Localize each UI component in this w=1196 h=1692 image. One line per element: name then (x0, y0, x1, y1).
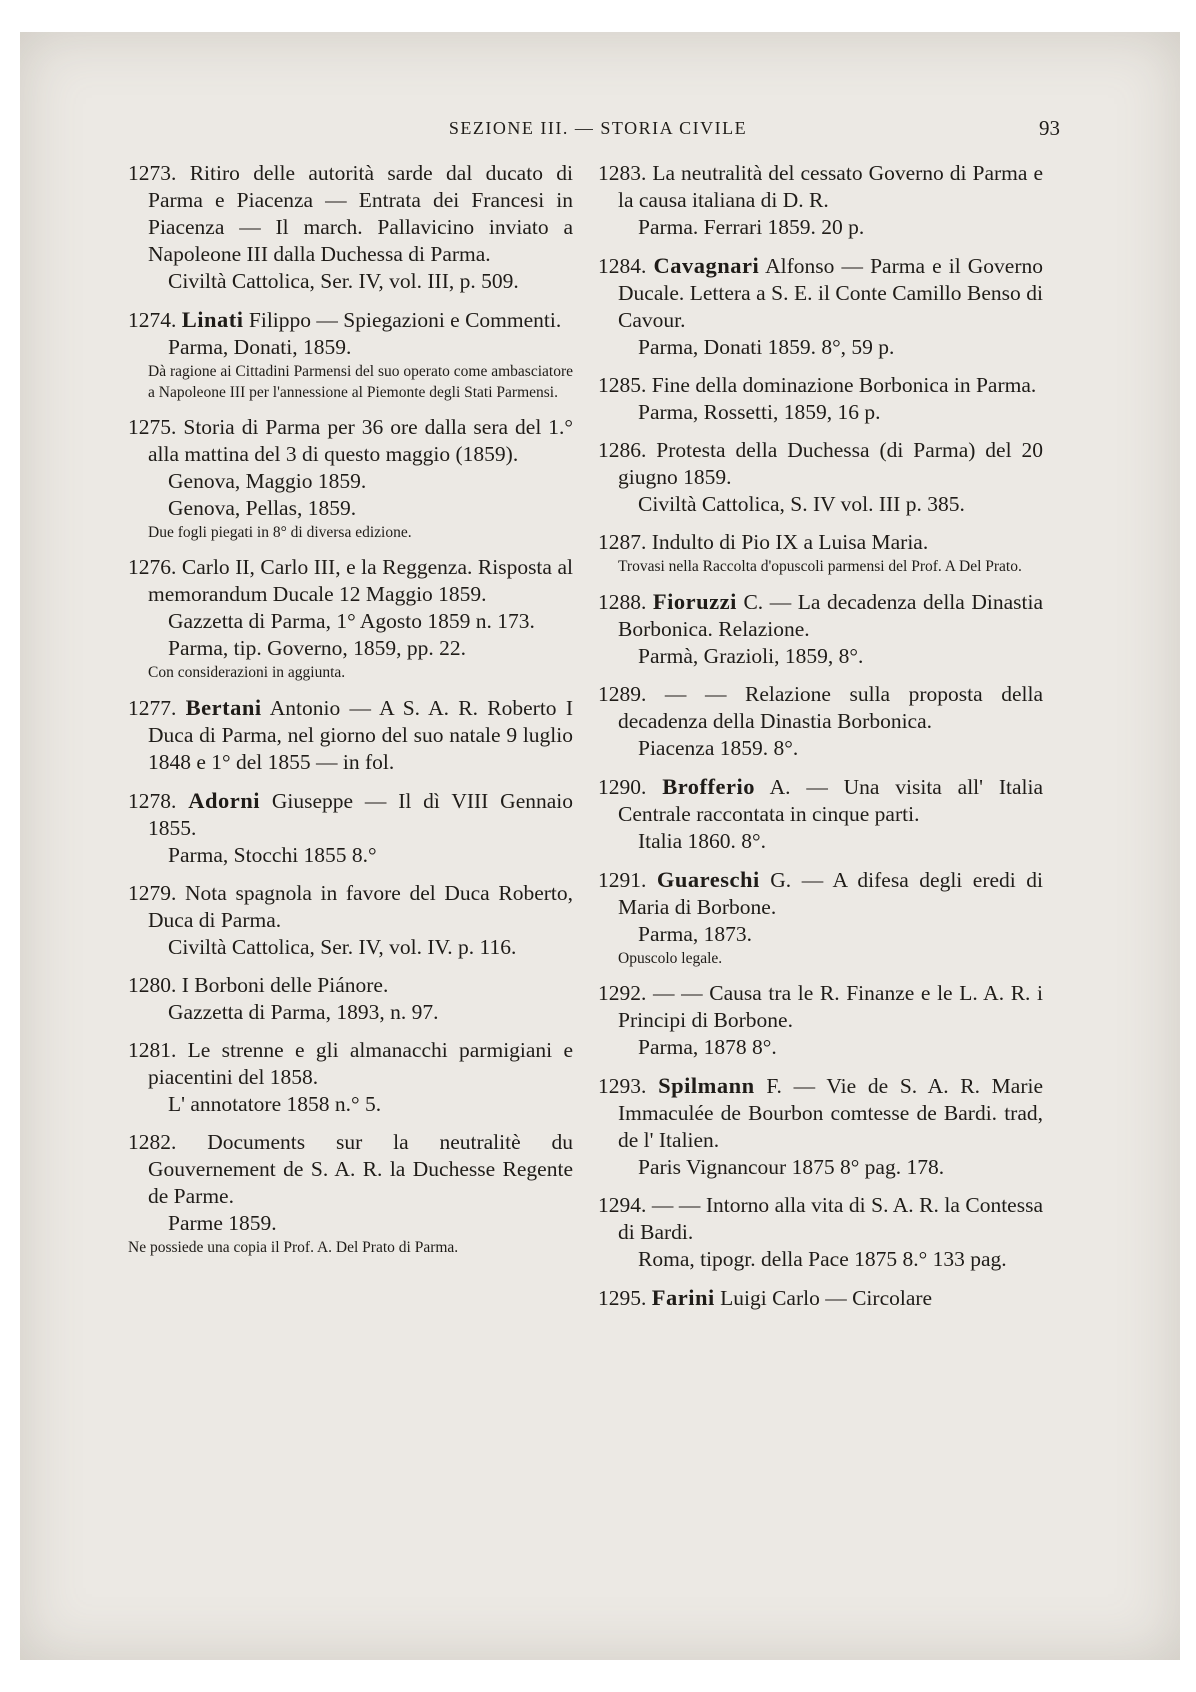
entry-title: Protesta della Duchessa (di Parma) del 20 giugno 1859. (618, 438, 1043, 489)
entry-publication: Parmà, Grazioli, 1859, 8°. (638, 644, 864, 668)
entry-publication: Parma. Ferrari 1859. 20 p. (638, 215, 865, 239)
entry-author: Spilmann (658, 1073, 755, 1098)
entry-main (598, 588, 1043, 643)
entry-number: 1273. (128, 161, 177, 185)
bibliography-entry (598, 160, 1043, 241)
bibliography-entry (598, 681, 1043, 762)
entry-title: F. — Vie de S. A. R. Marie Immaculée de Bourbon comtesse de Bardi. trad, de l' Italien. (618, 1074, 1043, 1152)
entry-title: Alfonso — Parma e il Governo Ducale. Lettera a S. E. il Conte Camillo Benso di Cavour. (618, 254, 1043, 332)
entry-note: Due fogli piegati in 8° di diversa edizione. (148, 524, 412, 541)
entry-number: 1274. (128, 308, 177, 332)
entry-main (598, 372, 1043, 399)
entry-title: Le strenne e gli almanacchi parmigiani e piacentini del 1858. (148, 1038, 573, 1089)
bibliography-entry (128, 1129, 573, 1258)
bibliography-entry (128, 554, 573, 683)
entry-title: C. — La decadenza della Dinastia Borbonica. Relazione. (618, 590, 1043, 641)
entry-author: Brofferio (662, 774, 755, 799)
entry-number: 1293. (598, 1074, 647, 1098)
entry-publication: Roma, tipogr. della Pace 1875 8.° 133 pag. (638, 1247, 1007, 1271)
right-column (598, 160, 1043, 1323)
entry-main (128, 554, 573, 608)
entry-title: Ritiro delle autorità sarde dal ducato di Parma e Piacenza — Entrata dei Francesi in Piacenza — Il march. Pallavicino inviato a Napoleone III dalla Duchessa di Parma. (148, 161, 574, 266)
bibliography-entry (598, 372, 1043, 426)
entry-publication: Gazzetta di Parma, 1893, n. 97. (168, 1000, 439, 1024)
entry-author: Fioruzzi (652, 589, 737, 614)
entry-author: Bertani (185, 695, 262, 720)
entry-publication: Civiltà Cattolica, S. IV vol. III p. 385. (638, 492, 965, 516)
entry-number: 1292. (598, 981, 647, 1005)
entry-main (598, 980, 1043, 1034)
entry-note: Opuscolo legale. (618, 950, 723, 967)
bibliography-entry (598, 773, 1043, 855)
entry-publication: Parma, 1878 8°. (638, 1035, 777, 1059)
entry-number: 1289. (598, 682, 647, 706)
entry-number: 1284. (598, 254, 647, 278)
entry-number: 1294. (598, 1193, 647, 1217)
entry-publication: Parma, Donati, 1859. (168, 335, 352, 359)
entry-title: I Borboni delle Piánore. (181, 973, 389, 997)
entry-author: Adorni (188, 788, 260, 813)
entry-publication: Genova, Maggio 1859. (168, 469, 367, 493)
entry-publication: Piacenza 1859. 8°. (638, 736, 799, 760)
entry-note: Con considerazioni in aggiunta. (148, 664, 346, 681)
entry-title: Documents sur la neutralitè du Gouvernement de S. A. R. la Duchesse Regente de Parme. (148, 1130, 573, 1208)
bibliography-entry (598, 588, 1043, 670)
entry-publication: Parma, Stocchi 1855 8.° (168, 843, 377, 867)
entry-title: Storia di Parma per 36 ore dalla sera del 1.° alla mattina del 3 di questo maggio (1859). (148, 415, 573, 466)
entry-title: Fine della dominazione Borbonica in Parma. (651, 373, 1037, 397)
entry-title: Luigi Carlo — Circolare (720, 1286, 933, 1310)
entry-note: Dà ragione ai Cittadini Parmensi del suo operato come ambasciatore a Napoleone III per l'annessione al Piemonte degli Stati Parmensi. (148, 363, 573, 401)
entry-main (598, 773, 1043, 828)
page-header (130, 112, 1066, 142)
entry-main (128, 694, 573, 776)
entry-title: Indulto di Pio IX a Luisa Maria. (651, 530, 929, 554)
entry-author: Guareschi (656, 867, 760, 892)
bibliography-entry (598, 1284, 1043, 1312)
entry-main (598, 529, 1043, 556)
entry-note: Ne possiede una copia il Prof. A. Del Prato di Parma. (128, 1239, 459, 1256)
entry-number: 1276. (128, 555, 177, 579)
entry-number: 1291. (598, 868, 647, 892)
entry-main (598, 1072, 1043, 1154)
bibliography-entry (128, 306, 573, 403)
entry-title: Carlo II, Carlo III, e la Reggenza. Risposta al memorandum Ducale 12 Maggio 1859. (148, 555, 573, 606)
entry-publication: Parma, Donati 1859. 8°, 59 p. (638, 335, 895, 359)
entry-number: 1295. (598, 1286, 647, 1310)
entry-number: 1290. (598, 775, 647, 799)
entry-publication: Civiltà Cattolica, Ser. IV, vol. IV. p. 116. (168, 935, 517, 959)
entry-main (128, 414, 573, 468)
bibliography-entry (128, 880, 573, 961)
entry-number: 1279. (128, 881, 177, 905)
bibliography-entry (598, 529, 1043, 577)
running-head: SEZIONE III. — STORIA CIVILE (448, 118, 748, 138)
entry-main (598, 866, 1043, 921)
bibliography-entry (128, 414, 573, 543)
entry-author: Farini (651, 1285, 715, 1310)
entry-title: La neutralità del cessato Governo di Parma e la causa italiana di D. R. (618, 161, 1043, 212)
entry-publication: Civiltà Cattolica, Ser. IV, vol. III, p. 509. (168, 269, 519, 293)
entry-number: 1288. (598, 590, 647, 614)
entry-main (598, 1284, 1043, 1312)
entry-publication: Italia 1860. 8°. (638, 829, 767, 853)
entry-publication: Gazzetta di Parma, 1° Agosto 1859 n. 173. (168, 609, 535, 633)
entry-publication: Parma, 1873. (638, 922, 753, 946)
entry-title: A. — Una visita all' Italia Centrale raccontata in cinque parti. (618, 775, 1043, 826)
entry-number: 1283. (598, 161, 647, 185)
entry-main (128, 160, 573, 268)
bibliography-entry (128, 694, 573, 776)
bibliography-entry (598, 437, 1043, 518)
entry-publication: L' annotatore 1858 n.° 5. (168, 1092, 382, 1116)
entry-number: 1286. (598, 438, 647, 462)
left-column (128, 160, 573, 1269)
bibliography-entry (598, 866, 1043, 969)
entry-main (598, 160, 1043, 214)
entry-title: — — Relazione sulla proposta della decadenza della Dinastia Borbonica. (618, 682, 1044, 733)
entry-author: Cavagnari (653, 253, 760, 278)
entry-title: — — Causa tra le R. Finanze e le L. A. R. i Principi di Borbone. (618, 981, 1044, 1032)
bibliography-entry (598, 1192, 1043, 1273)
entry-number: 1277. (128, 696, 177, 720)
entry-publication: Parma, Rossetti, 1859, 16 p. (638, 400, 881, 424)
bibliography-entry (598, 980, 1043, 1061)
entry-main (128, 306, 573, 334)
page-number: 93 (1039, 116, 1060, 140)
entry-publication: Paris Vignancour 1875 8° pag. 178. (638, 1155, 945, 1179)
entry-main (598, 1192, 1043, 1246)
entry-main (598, 681, 1043, 735)
entry-number: 1287. (598, 530, 647, 554)
entry-main (128, 1037, 573, 1091)
entry-main (128, 1129, 573, 1210)
entry-publication: Genova, Pellas, 1859. (168, 496, 357, 520)
entry-author: Linati (181, 307, 244, 332)
entry-publication: Parma, tip. Governo, 1859, pp. 22. (168, 636, 466, 660)
entry-number: 1278. (128, 789, 177, 813)
entry-number: 1281. (128, 1038, 177, 1062)
entry-title: — — Intorno alla vita di S. A. R. la Contessa di Bardi. (618, 1193, 1044, 1244)
bibliography-entry (128, 787, 573, 869)
entry-main (128, 787, 573, 842)
entry-main (598, 252, 1043, 334)
entry-number: 1282. (128, 1130, 177, 1154)
entry-main (128, 972, 573, 999)
entry-number: 1280. (128, 973, 177, 997)
bibliography-entry (128, 160, 573, 295)
bibliography-entry (128, 1037, 573, 1118)
entry-title: Nota spagnola in favore del Duca Roberto, Duca di Parma. (148, 881, 574, 932)
entry-title: Antonio — A S. A. R. Roberto I Duca di Parma, nel giorno del suo natale 9 luglio 1848 e 1° del 1855 — in fol. (148, 696, 573, 774)
entry-title: G. — A difesa degli eredi di Maria di Borbone. (618, 868, 1044, 919)
entry-title: Filippo — Spiegazioni e Commenti. (248, 308, 562, 332)
entry-main (598, 437, 1043, 491)
entry-title: Giuseppe — Il dì VIII Gennaio 1855. (148, 789, 574, 840)
entry-number: 1285. (598, 373, 647, 397)
bibliography-entry (598, 252, 1043, 361)
entry-number: 1275. (128, 415, 177, 439)
entry-main (128, 880, 573, 934)
entry-publication: Parme 1859. (168, 1211, 277, 1235)
entry-note: Trovasi nella Raccolta d'opuscoli parmensi del Prof. A Del Prato. (618, 558, 1022, 575)
bibliography-entry (598, 1072, 1043, 1181)
bibliography-entry (128, 972, 573, 1026)
